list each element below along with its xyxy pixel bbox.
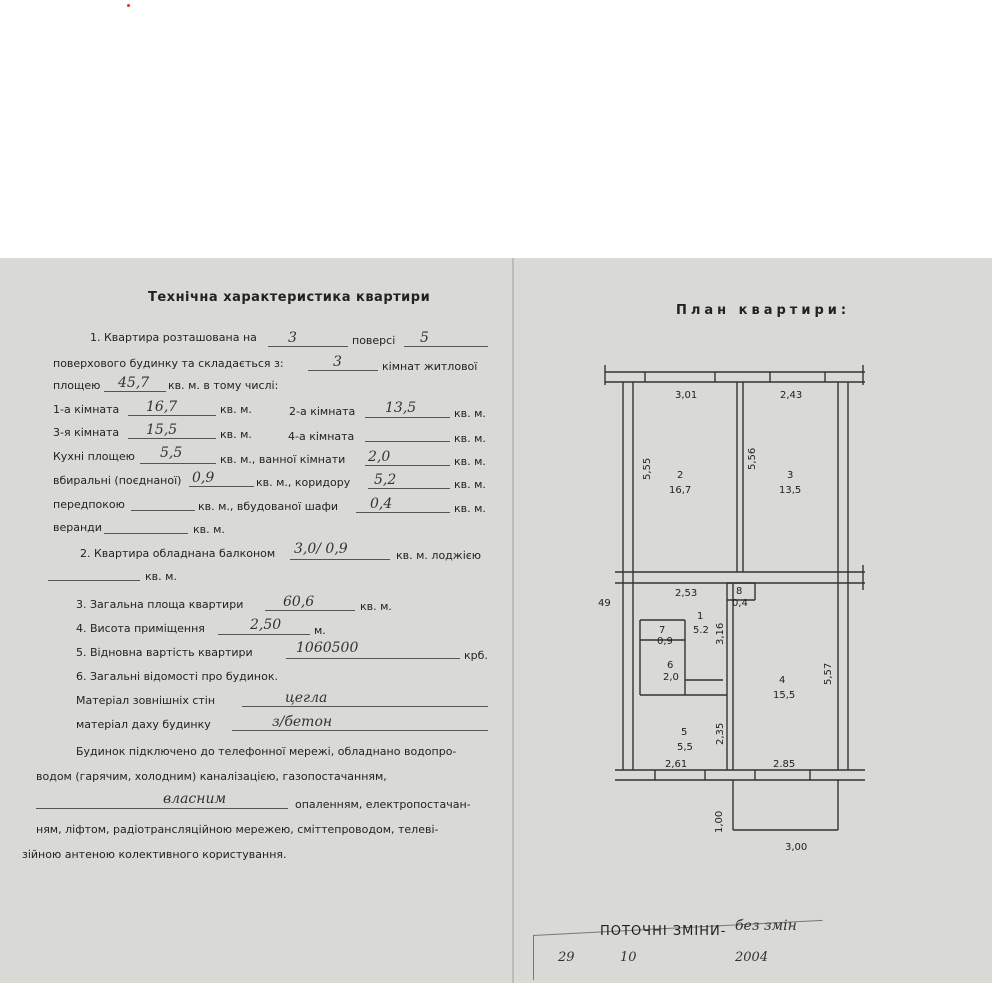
room-3-area: 13,5 bbox=[779, 485, 802, 496]
area-unit-label: кв. м. в тому числі: bbox=[168, 379, 279, 392]
room-4-num: 4 bbox=[779, 675, 786, 686]
cost-value: 1060500 bbox=[296, 640, 359, 656]
dim-243: 2,43 bbox=[780, 390, 803, 401]
room-4-unit: кв. м. bbox=[454, 432, 486, 445]
services-line-2: водом (гарячим, холодним) каналізацією, газопостачанням, bbox=[36, 770, 387, 783]
height-label: 4. Висота приміщення bbox=[76, 622, 205, 635]
height-unit: м. bbox=[314, 624, 326, 637]
room-2-label: 2-а кімната bbox=[289, 405, 356, 418]
room-2-num: 2 bbox=[677, 470, 684, 481]
dim-261: 2,61 bbox=[665, 759, 688, 770]
room-2-value: 13,5 bbox=[385, 400, 417, 416]
changes-label: ПОТОЧНІ ЗМІНИ- bbox=[600, 924, 727, 939]
room-1-num: 1 bbox=[697, 611, 704, 622]
date-year: 2004 bbox=[735, 950, 769, 965]
room-7-num: 7 bbox=[659, 625, 666, 636]
services-line-5: зійною антеною колективного користування. bbox=[22, 848, 287, 861]
room-1-unit: кв. м. bbox=[220, 403, 252, 416]
room-1-value: 16,7 bbox=[146, 399, 178, 415]
item-1-label: 1. Квартира розташована на bbox=[90, 331, 257, 344]
area-label: площею bbox=[53, 379, 101, 392]
room-1-area: 5.2 bbox=[693, 625, 709, 636]
floor-label: поверсі bbox=[352, 334, 396, 347]
cost-label: 5. Відновна вартість квартири bbox=[76, 646, 253, 659]
storeys-value: 5 bbox=[420, 330, 429, 346]
balcony-label: 2. Квартира обладнана балконом bbox=[80, 547, 276, 560]
heating-value: власним bbox=[163, 791, 227, 807]
room-5-num: 5 bbox=[681, 727, 688, 738]
walls-label: Матеріал зовнішніх стін bbox=[76, 694, 216, 707]
scan-edge bbox=[992, 258, 1000, 983]
total-label: 3. Загальна площа квартири bbox=[76, 598, 244, 611]
services-line-4: ням, ліфтом, радіотрансляційною мережею, сміттепроводом, телеві- bbox=[36, 823, 439, 836]
balcony-value: 3,0/ 0,9 bbox=[294, 541, 348, 557]
closet-unit: кв. м. bbox=[454, 502, 486, 515]
room-6-num: 6 bbox=[667, 660, 674, 671]
room-6-area: 2,0 bbox=[663, 672, 679, 683]
floor-plan bbox=[595, 350, 880, 864]
date-day: 29 bbox=[558, 950, 575, 965]
kitchen-value: 5,5 bbox=[160, 445, 183, 461]
hall-label: передпокою bbox=[53, 498, 125, 511]
red-dot-mark bbox=[127, 4, 130, 7]
room-8-area: 0,4 bbox=[732, 598, 748, 609]
veranda-unit: кв. м. bbox=[193, 523, 225, 536]
cost-unit: крб. bbox=[464, 649, 488, 662]
room-3-value: 15,5 bbox=[146, 422, 178, 438]
room-4-area: 15,5 bbox=[773, 690, 796, 701]
height-value: 2,50 bbox=[250, 617, 282, 633]
kitchen-label: Кухні площею bbox=[53, 450, 135, 463]
dim-556: 5,56 bbox=[747, 447, 758, 470]
room-3-unit: кв. м. bbox=[220, 428, 252, 441]
dim-100: 1,00 bbox=[714, 810, 725, 833]
roof-value: з/бетон bbox=[272, 714, 333, 730]
services-line-1: Будинок підключено до телефонної мережі, обладнано водопро- bbox=[76, 745, 457, 758]
dim-235: 2,35 bbox=[715, 722, 726, 745]
building-label: поверхового будинку та складається з: bbox=[53, 357, 284, 370]
room-3-num: 3 bbox=[787, 470, 794, 481]
dim-285: 2.85 bbox=[773, 759, 796, 770]
veranda-label: веранди bbox=[53, 521, 102, 534]
page-title: Технічна характеристика квартири bbox=[148, 290, 431, 305]
dim-555: 5,55 bbox=[642, 457, 653, 480]
bath-value: 2,0 bbox=[368, 449, 391, 465]
sheet-fold bbox=[512, 258, 514, 983]
room-8-num: 8 bbox=[736, 586, 743, 597]
plan-title: План квартири: bbox=[676, 303, 851, 318]
dim-253: 2,53 bbox=[675, 588, 698, 599]
total-value: 60,6 bbox=[283, 594, 315, 610]
date-month: 10 bbox=[620, 950, 637, 965]
info-label: 6. Загальні відомості про будинок. bbox=[76, 670, 278, 683]
dim-316: 3,16 bbox=[715, 622, 726, 645]
wc-value: 0,9 bbox=[192, 470, 215, 486]
room-7-area: 0,9 bbox=[657, 636, 673, 647]
rooms-value: 3 bbox=[333, 354, 342, 370]
stamp-frame-left bbox=[533, 935, 534, 980]
room-5-area: 5,5 bbox=[677, 742, 693, 753]
closet-label: кв. м., вбудованої шафи bbox=[198, 500, 339, 513]
bath-label: кв. м., ванної кімнати bbox=[220, 453, 346, 466]
floor-value: 3 bbox=[288, 330, 297, 346]
room-3-label: 3-я кімната bbox=[53, 426, 120, 439]
services-line-3: опаленням, електропостачан- bbox=[295, 798, 471, 811]
corridor-unit: кв. м. bbox=[454, 478, 486, 491]
corridor-value: 5,2 bbox=[374, 472, 397, 488]
living-area-value: 45,7 bbox=[118, 375, 150, 391]
room-2-area: 16,7 bbox=[669, 485, 692, 496]
loggia-label: кв. м. лоджією bbox=[396, 549, 482, 562]
rooms-label: кімнат житлової bbox=[382, 360, 478, 373]
dim-301: 3,01 bbox=[675, 390, 698, 401]
roof-label: матеріал даху будинку bbox=[76, 718, 211, 731]
dim-49: 49 bbox=[598, 598, 611, 609]
bath-unit: кв. м. bbox=[454, 455, 486, 468]
dim-557: 5,57 bbox=[823, 662, 834, 685]
room-2-unit: кв. м. bbox=[454, 407, 486, 420]
dim-300: 3,00 bbox=[785, 842, 808, 853]
walls-value: цегла bbox=[285, 690, 328, 706]
room-4-label: 4-а кімната bbox=[288, 430, 355, 443]
wc-label: вбиральні (поєднаної) bbox=[53, 474, 182, 487]
changes-note: без змін bbox=[735, 918, 797, 934]
closet-value: 0,4 bbox=[370, 496, 393, 512]
corridor-label: кв. м., коридору bbox=[256, 476, 351, 489]
total-unit: кв. м. bbox=[360, 600, 392, 613]
loggia-unit: кв. м. bbox=[145, 570, 177, 583]
room-1-label: 1-а кімната bbox=[53, 403, 120, 416]
